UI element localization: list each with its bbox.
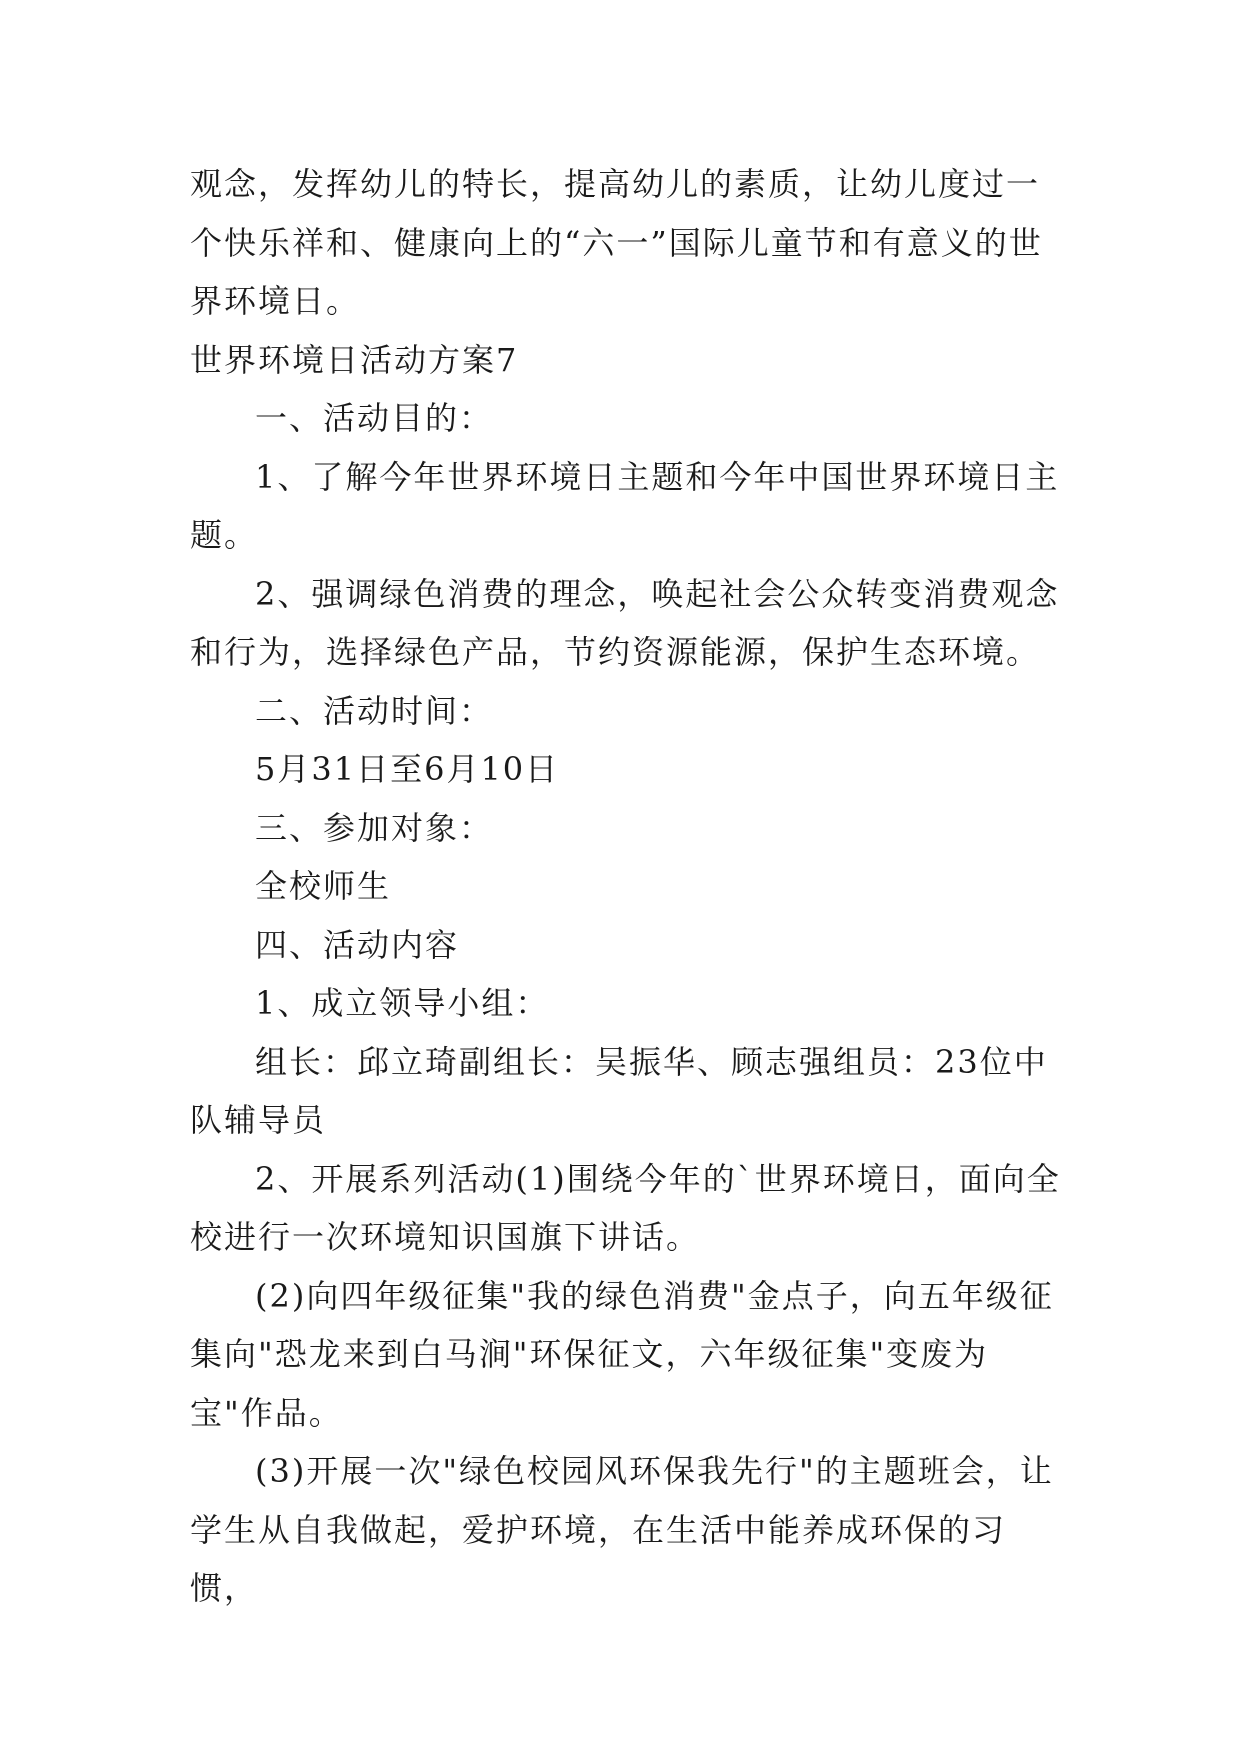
heading-activity-purpose: 一、活动目的：: [255, 399, 494, 437]
paragraph-purpose-1: 1、了解今年世界环境日主题和今年中国世界环境日主题。: [190, 457, 1060, 554]
heading-activity-content: 四、活动内容: [255, 925, 460, 964]
heading-participants: 三、参加对象：: [255, 808, 494, 847]
paragraph-activity-2: (2)向四年级征集"我的绿色消费"金点子，向五年级征集向"恐龙来到白马涧"环保征文，六年级征集"变废为宝"作品。: [190, 1276, 1054, 1432]
heading-activity-time: 二、活动时间：: [255, 691, 494, 730]
paragraph-participants: 全校师生: [255, 867, 392, 905]
paragraph-group-members: 组长：邱立琦副组长：吴振华、顾志强组员：23位中队辅导员: [190, 1042, 1048, 1139]
paragraph-activity-date: 5月31日至6月10日: [255, 750, 560, 788]
section-title: 世界环境日活动方案7: [190, 340, 519, 379]
paragraph-leadership-group: 1、成立领导小组：: [255, 984, 550, 1022]
document-body: [190, 155, 1070, 1618]
paragraph-activity-3: (3)开展一次"绿色校园风环保我先行"的主题班会，让学生从自我做起，爱护环境，在生活中能养成环保的习惯，: [190, 1452, 1054, 1607]
paragraph-purpose-2: 2、强调绿色消费的理念，唤起社会公众转变消费观念和行为，选择绿色产品，节约资源能源，保护生态环境。: [190, 574, 1060, 671]
paragraph-intro-continuation: 观念，发挥幼儿的特长，提高幼儿的素质，让幼儿度过一个快乐祥和、健康向上的“六一”国际儿童节和有意义的世界环境日。: [190, 165, 1043, 320]
paragraph-series-activities: 2、开展系列活动(1)围绕今年的`世界环境日，面向全校进行一次环境知识国旗下讲话。: [190, 1159, 1061, 1256]
